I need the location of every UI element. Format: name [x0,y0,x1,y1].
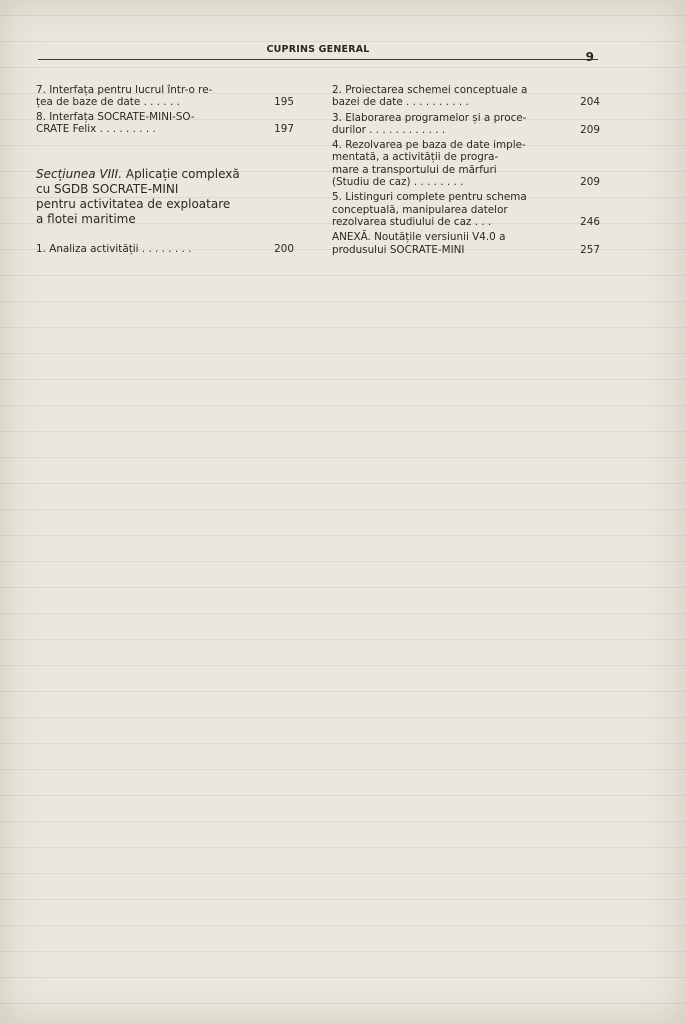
toc-entry-page: 200 [274,243,294,256]
toc-entry-5 [332,191,600,228]
toc-entry-section-1 [36,243,294,255]
right-column [332,84,600,259]
header-title: CUPRINS GENERAL [266,44,370,55]
page-number: 9 [585,50,594,64]
toc-entry-page: 257 [580,243,600,256]
toc-entry-text: ANEXĂ. Noutățile versiunii V4.0 a produsului SOCRATE-MINI [332,231,506,256]
toc-entry-page: 246 [580,215,600,228]
page-header [38,44,598,64]
toc-entry-4 [332,139,600,188]
toc-entry-text: 1. Analiza activității . . . . . . . . [36,243,192,256]
toc-entry-3 [332,112,600,137]
left-column [36,84,294,257]
toc-entry-page: 197 [274,122,294,135]
toc-entry-text: 7. Interfața pentru lucrul într-o re- țea de baze de date . . . . . . [36,84,213,109]
header-rule [38,59,598,60]
toc-entry-annex [332,231,600,256]
toc-entry-page: 209 [580,176,600,189]
toc-entry-2 [332,84,600,109]
toc-entry-text: 5. Listinguri complete pentru schema conceptuală, manipularea datelor rezolvarea studiului de caz . . . [332,191,527,228]
section-heading [36,167,294,227]
toc-entry-page: 209 [580,123,600,136]
toc-entry-7 [36,84,294,109]
toc-entry-text: 8. Interfața SOCRATE-MINI-SO- CRATE Felix . . . . . . . . . [36,110,195,135]
section-label: Secțiunea VIII. [36,167,123,182]
toc-entry-page: 204 [580,96,600,109]
toc-entry-page: 195 [274,96,294,109]
section-title: Aplicație complexă cu SGDB SOCRATE-MINI pentru activitatea de exploatare a flotei maritime [36,167,240,227]
toc-entry-8 [36,111,294,136]
toc-entry-text: 3. Elaborarea programelor și a proce- durilor . . . . . . . . . . . . [332,111,527,136]
toc-entry-text: 4. Rezolvarea pe baza de date imple- mentată, a activității de progra- mare a transportului de mărfuri (Studiu de caz) . . . . . . . . [332,139,526,189]
toc-entry-text: 2. Proiectarea schemei conceptuale a bazei de date . . . . . . . . . . [332,84,528,109]
